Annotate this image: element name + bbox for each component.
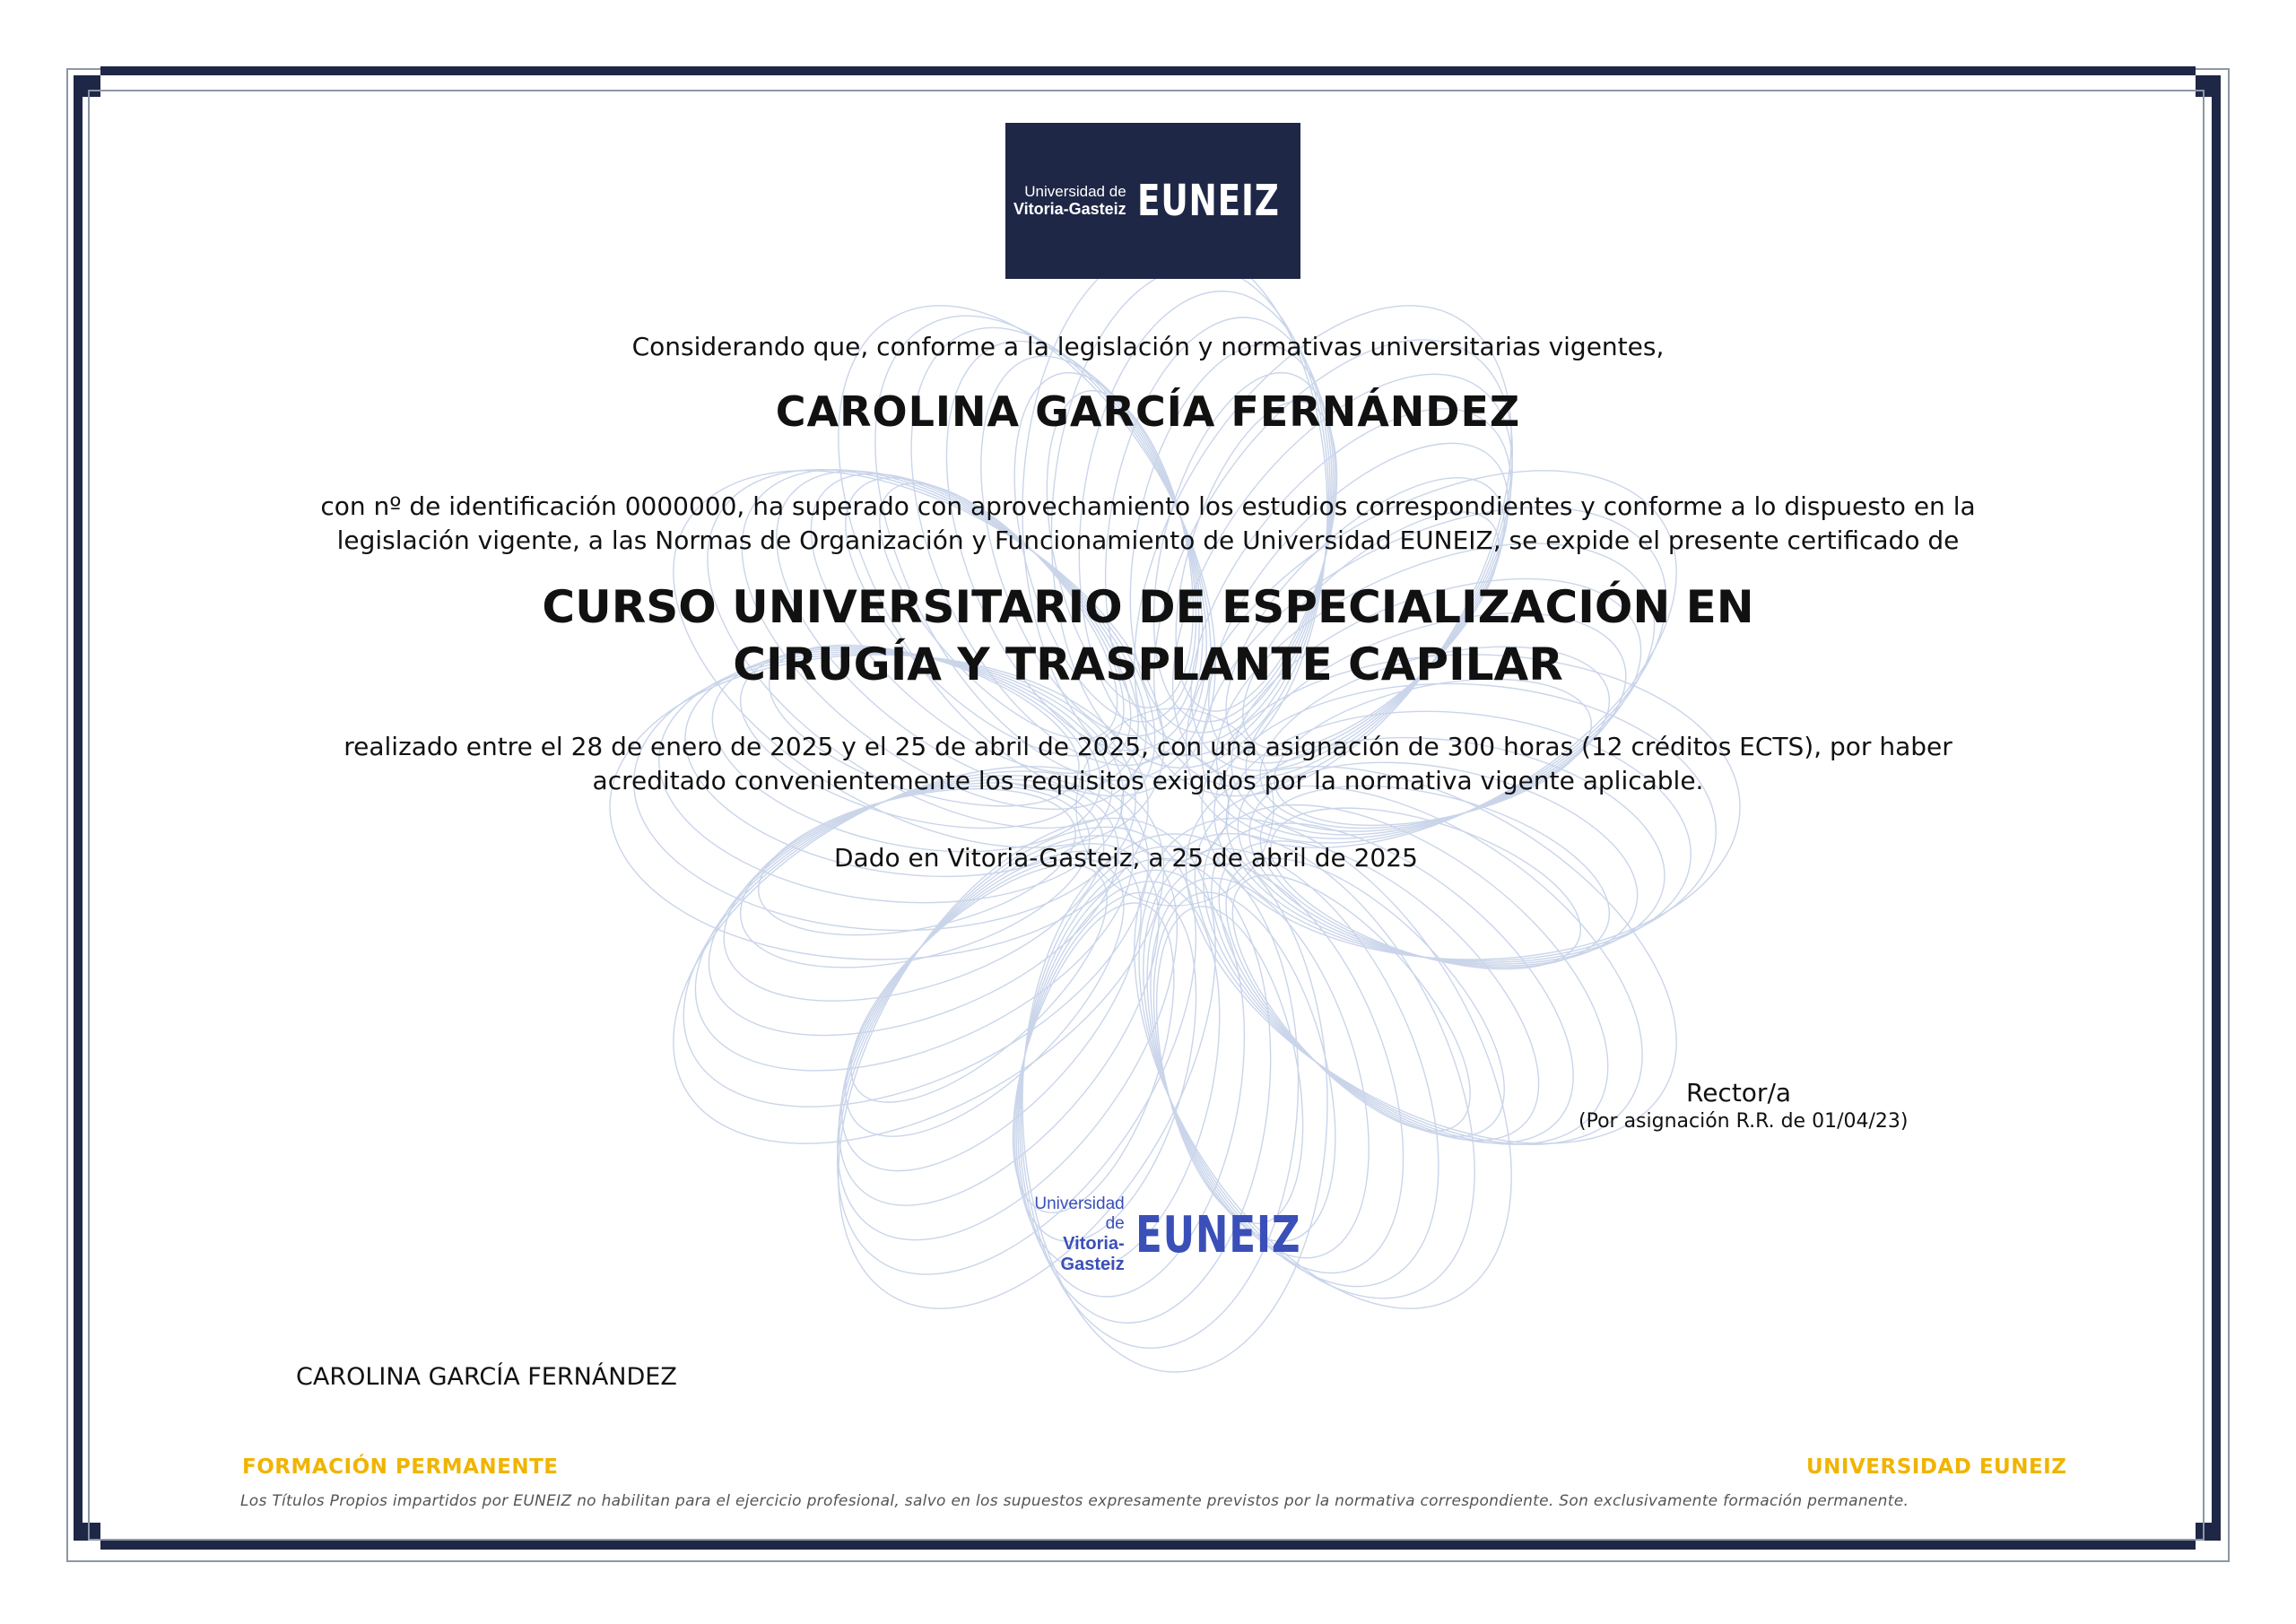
paragraph-line: legislación vigente, a las Normas de Organización y Funcionamiento de Universidad EUNEIZ, se expide el presente certificado de — [336, 525, 1960, 555]
guilloche-petal — [980, 884, 1206, 1232]
course-title-line: CIRUGÍA Y TRASPLANTE CAPILAR — [733, 638, 1563, 690]
paragraph-line: con nº de identificación 0000000, ha superado con aprovechamiento los estudios correspondientes y conforme a lo dispuesto en la — [320, 491, 1976, 521]
guilloche-petal — [1252, 776, 1600, 1002]
frame-left-bar — [74, 97, 83, 1523]
frame-right-bar — [2212, 97, 2221, 1523]
logo-line-university: Universidad de — [1024, 182, 1126, 200]
recipient-signature-name: CAROLINA GARCÍA FERNÁNDEZ — [296, 1363, 677, 1391]
footer-program-type: FORMACIÓN PERMANENTE — [242, 1455, 559, 1479]
logo-line-city: Vitoria-Gasteiz — [1013, 200, 1126, 219]
issue-date: Dado en Vitoria-Gasteiz, a 25 de abril de 2025 — [834, 843, 1418, 873]
signature-note: (Por asignación R.R. de 01/04/23) — [1578, 1110, 1909, 1133]
recipient-name: CAROLINA GARCÍA FERNÁNDEZ — [775, 387, 1521, 436]
footer-disclaimer: Los Títulos Propios impartidos por EUNEIZ no habilitan para el ejercicio profesional, salvo en los supuestos expresamente previstos por la normativa correspondiente. Son exclusivamente formación permanente. — [240, 1492, 1909, 1510]
footer-university: UNIVERSIDAD EUNEIZ — [1806, 1455, 2067, 1479]
logo-brand: EUNEIZ — [1136, 176, 1280, 226]
course-details-paragraph — [0, 730, 2296, 798]
identification-paragraph — [0, 490, 2296, 558]
signature-role: Rector/a — [1686, 1078, 1792, 1107]
logo-line-university: Universidad de — [1034, 1194, 1125, 1233]
guilloche-petal — [1194, 838, 1509, 1168]
guilloche-petal — [1144, 737, 1667, 1211]
frame-top-bar — [100, 66, 2196, 75]
course-title — [0, 578, 2296, 693]
frame-bottom-bar — [100, 1541, 2196, 1550]
guilloche-petal — [814, 826, 1144, 1141]
intro-text: Considerando que, conforme a la legislación y normativas universitarias vigentes, — [631, 332, 1665, 361]
university-logo-top — [1005, 123, 1300, 279]
paragraph-line: acreditado convenientemente los requisitos exigidos por la normativa vigente aplicable. — [592, 766, 1704, 795]
logo-brand: EUNEIZ — [1135, 1205, 1301, 1264]
university-logo-watermark — [1015, 1194, 1320, 1274]
paragraph-line: realizado entre el 28 de enero de 2025 y el 25 de abril de 2025, con una asignación de 300 horas (12 créditos ECTS), por haber — [344, 732, 1952, 761]
course-title-line: CURSO UNIVERSITARIO DE ESPECIALIZACIÓN EN — [542, 581, 1754, 633]
logo-line-city: Vitoria-Gasteiz — [1060, 1233, 1125, 1274]
